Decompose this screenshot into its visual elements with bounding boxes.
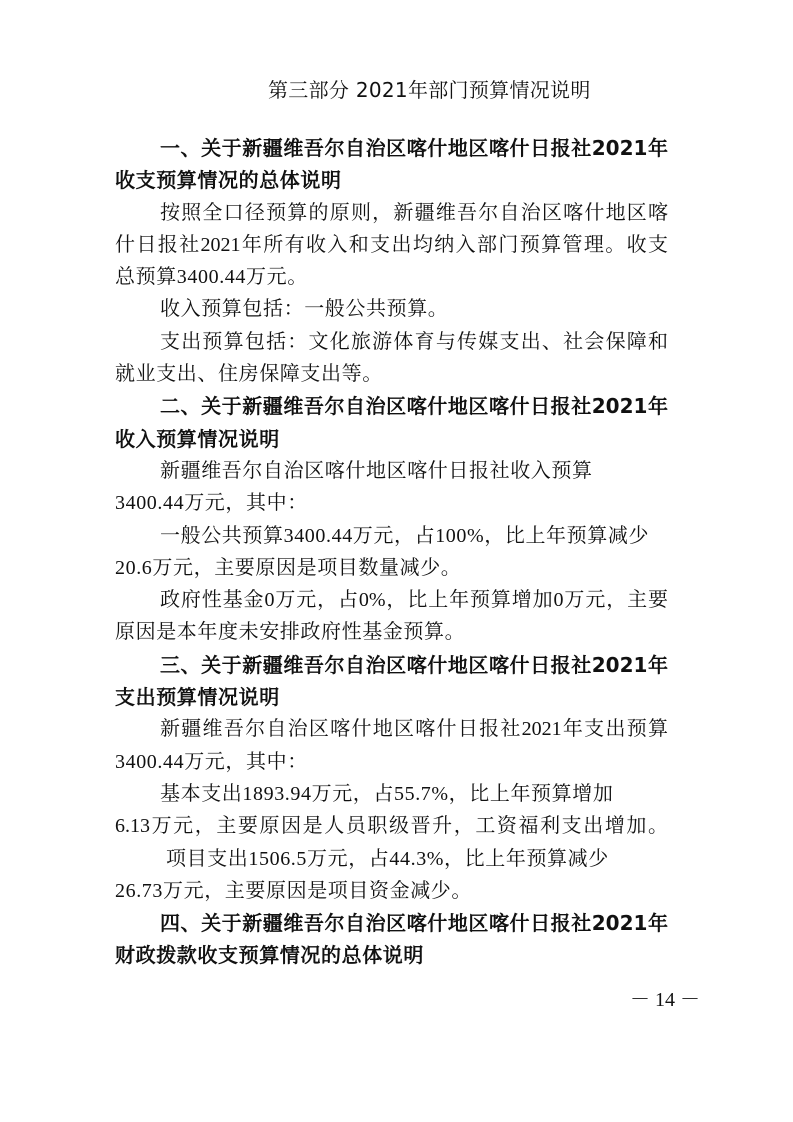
body-line: 20.6万元，主要原因是项目数量减少。 xyxy=(115,556,462,579)
body-line: 支出预算包括：文化旅游体育与传媒支出、社会保障和 xyxy=(160,330,668,353)
body-line: 政府性基金0万元，占0%，比上年预算增加0万元，主要 xyxy=(160,589,668,612)
body-line: 一般公共预算3400.44万元，占100%，比上年预算减少 xyxy=(160,524,650,547)
body-line: 基本支出1893.94万元，占55.7%，比上年预算增加 xyxy=(160,782,614,805)
page-number: － 14 － xyxy=(630,989,700,1011)
body-line: 按照全口径预算的原则，新疆维吾尔自治区喀什地区喀 xyxy=(160,201,668,224)
section-heading: 支出预算情况说明 xyxy=(115,685,280,710)
page-title: 第三部分 2021年部门预算情况说明 xyxy=(268,78,591,102)
body-line: 收入预算包括：一般公共预算。 xyxy=(160,298,449,321)
body-line: 就业支出、住房保障支出等。 xyxy=(115,363,383,386)
body-line: 项目支出1506.5万元，占44.3%，比上年预算减少 xyxy=(166,847,609,870)
body-line: 3400.44万元，其中： xyxy=(115,750,308,773)
section-heading: 财政拨款收支预算情况的总体说明 xyxy=(115,943,424,968)
body-line: 原因是本年度未安排政府性基金预算。 xyxy=(115,621,466,644)
body-line: 6.13万元，主要原因是人员职级晋升，工资福利支出增加。 xyxy=(115,815,668,838)
body-line: 总预算3400.44万元。 xyxy=(115,266,308,289)
body-line: 26.73万元，主要原因是项目资金减少。 xyxy=(115,879,472,902)
section-heading: 三、关于新疆维吾尔自治区喀什地区喀什日报社2021年 xyxy=(160,652,668,677)
section-heading: 二、关于新疆维吾尔自治区喀什地区喀什日报社2021年 xyxy=(160,394,668,419)
body-line: 新疆维吾尔自治区喀什地区喀什日报社收入预算 xyxy=(160,459,593,482)
document-body xyxy=(115,132,668,972)
body-line: 什日报社2021年所有收入和支出均纳入部门预算管理。收支 xyxy=(115,233,668,256)
body-line: 3400.44万元，其中： xyxy=(115,492,308,515)
section-heading: 收入预算情况说明 xyxy=(115,426,280,451)
body-line: 新疆维吾尔自治区喀什地区喀什日报社2021年支出预算 xyxy=(160,718,668,741)
section-heading: 收支预算情况的总体说明 xyxy=(115,168,342,193)
section-heading: 一、关于新疆维吾尔自治区喀什地区喀什日报社2021年 xyxy=(160,136,668,160)
section-heading: 四、关于新疆维吾尔自治区喀什地区喀什日报社2021年 xyxy=(160,911,668,936)
